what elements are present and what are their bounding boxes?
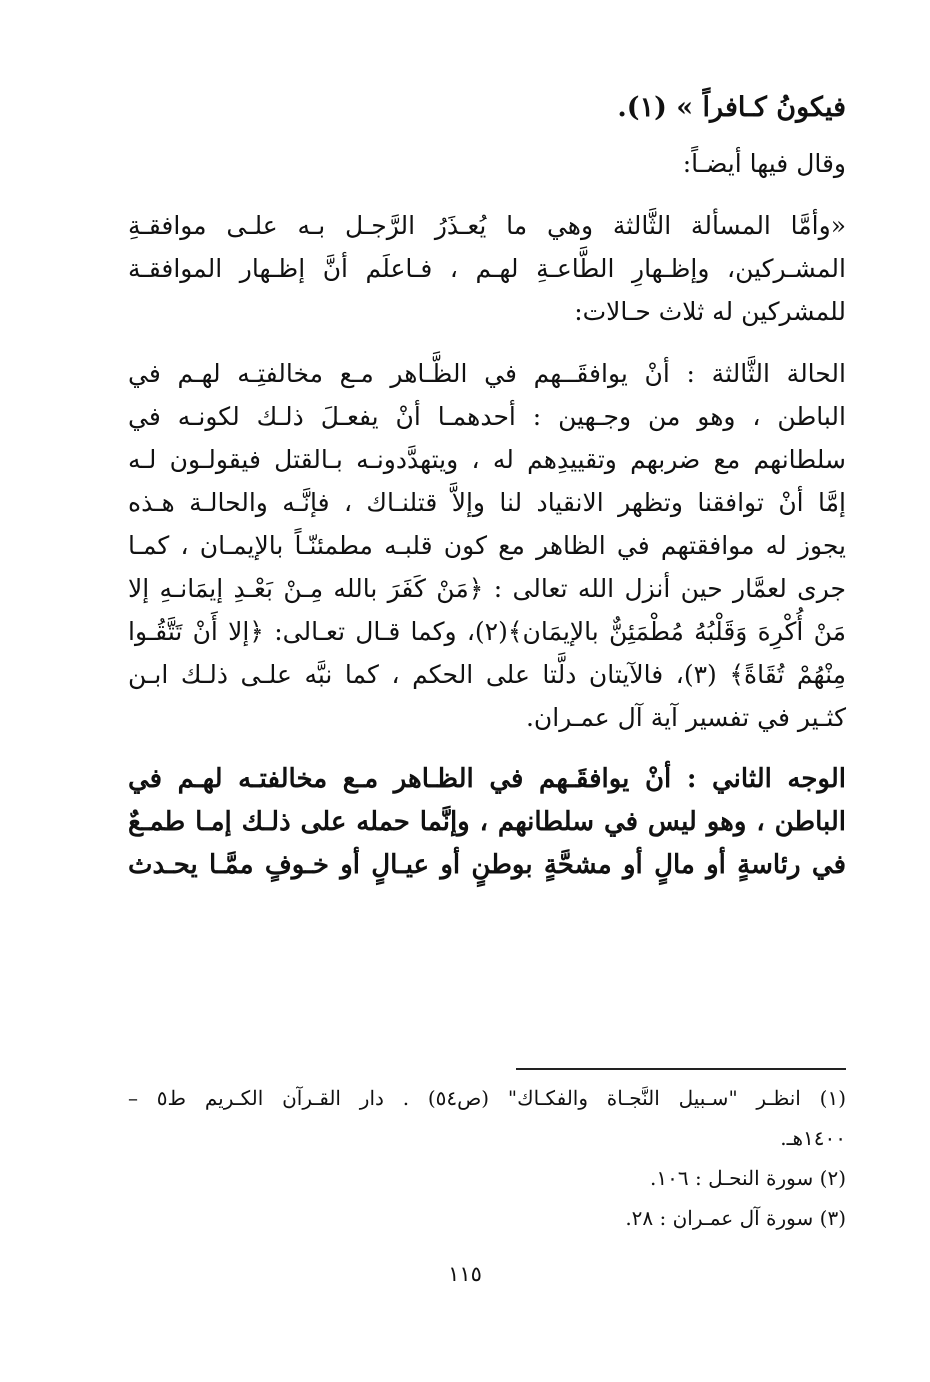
footnote-2: (٢) سورة النحـل : ١٠٦.	[650, 1166, 846, 1190]
text-line: الباطن ، وهو من وجـهين : أحدهمـا أنْ يفعـلَ ذلـك لكونـه في	[128, 402, 846, 431]
text-line: الوجه الثاني : أنْ يوافقَـهم في الظـاهر مـع مخالفتـه لهـم في	[128, 764, 846, 794]
footnote-3: (٣) سورة آل عمـران : ٢٨.	[625, 1206, 846, 1230]
paragraph-3	[128, 758, 846, 887]
text-line: المشـركين، وإظـهارِ الطَّاعـةِ لهـم ، فـاعلَم أنَّ إظـهار الموافقـة	[128, 254, 846, 283]
text-line: سلطانهم مع ضربهم وتقييدِهم له ، ويتهدَّدونـه بـالقتل فيقولـون لـه	[128, 445, 846, 474]
text-line: الباطن ، وهو ليس في سلطانهم ، وإنَّما حمله على ذلـك إمـا طمـعٌ	[128, 807, 846, 837]
text-line: كثـير في تفسير آية آل عمـران.	[525, 703, 846, 732]
spacer	[128, 333, 846, 352]
footnote-1: (١) انظـر "سـبيل النَّجـاة والفكـاك" (ص٥٤) . دار القـرآن الكـريم ط٥ –	[128, 1086, 847, 1110]
page-number: ١١٥	[448, 1262, 482, 1286]
page-body	[128, 86, 846, 887]
spacer	[128, 130, 846, 142]
paragraph-1	[128, 204, 846, 333]
text-line: مِنْهُمْ تُقَاةً﴾ (٣)، فالآيتان دلَّتا على الحكم ، كما نبَّه علـى ذلـك ابـن	[128, 660, 847, 689]
text-line: مَنْ أُكْرِهَ وَقَلْبُهُ مُطْمَئِنٌّ بالإيمَان﴾(٢)، وكما قـال تعـالى: ﴿إلا أَنْ تَتَّقُـوا	[128, 617, 847, 646]
spacer	[128, 185, 846, 204]
paragraph-2	[128, 352, 846, 739]
intro-line: وقال فيها أيضـاً:	[682, 149, 846, 178]
text-line: «وأمَّا المسألة الثَّالثة وهي ما يُعـذَرُ الرَّجـل بـه علـى موافقـةِ	[128, 211, 846, 240]
footnote-divider	[516, 1068, 846, 1070]
text-line: الحالة الثَّالثة : أنْ يوافقَــهم في الظَّـاهر مـع مخالفتِـه لهـم في	[128, 359, 846, 388]
text-line: إمَّا أنْ توافقنا وتظهر الانقياد لنا وإلاَّ قتلنـاك ، فإنَّـه والحالـة هـذه	[128, 488, 846, 517]
text-line: للمشركين له ثلاث حـالات:	[574, 297, 846, 326]
footnote-1-continuation: ١٤٠٠هـ.	[780, 1126, 846, 1150]
spacer	[128, 739, 846, 758]
text-line: جرى لعمَّار حين أنزل الله تعالى : ﴿مَنْ كَفَرَ بالله مِـنْ بَعْـدِ إيمَانـهِ إلا	[128, 574, 846, 603]
opening-line: فيكونُ كـافراً » (١).	[617, 92, 846, 123]
footnotes	[128, 1068, 846, 1238]
text-line: يجوز له موافقتهم في الظاهر مع كون قلبـه مطمئنّـاً بالإيمـان ، كمـا	[128, 531, 846, 560]
text-line: في رئاسةٍ أو مالٍ أو مشحَّةٍ بوطنٍ أو عيـالٍ أو خـوفٍ ممَّـا يحـدث	[128, 850, 846, 880]
